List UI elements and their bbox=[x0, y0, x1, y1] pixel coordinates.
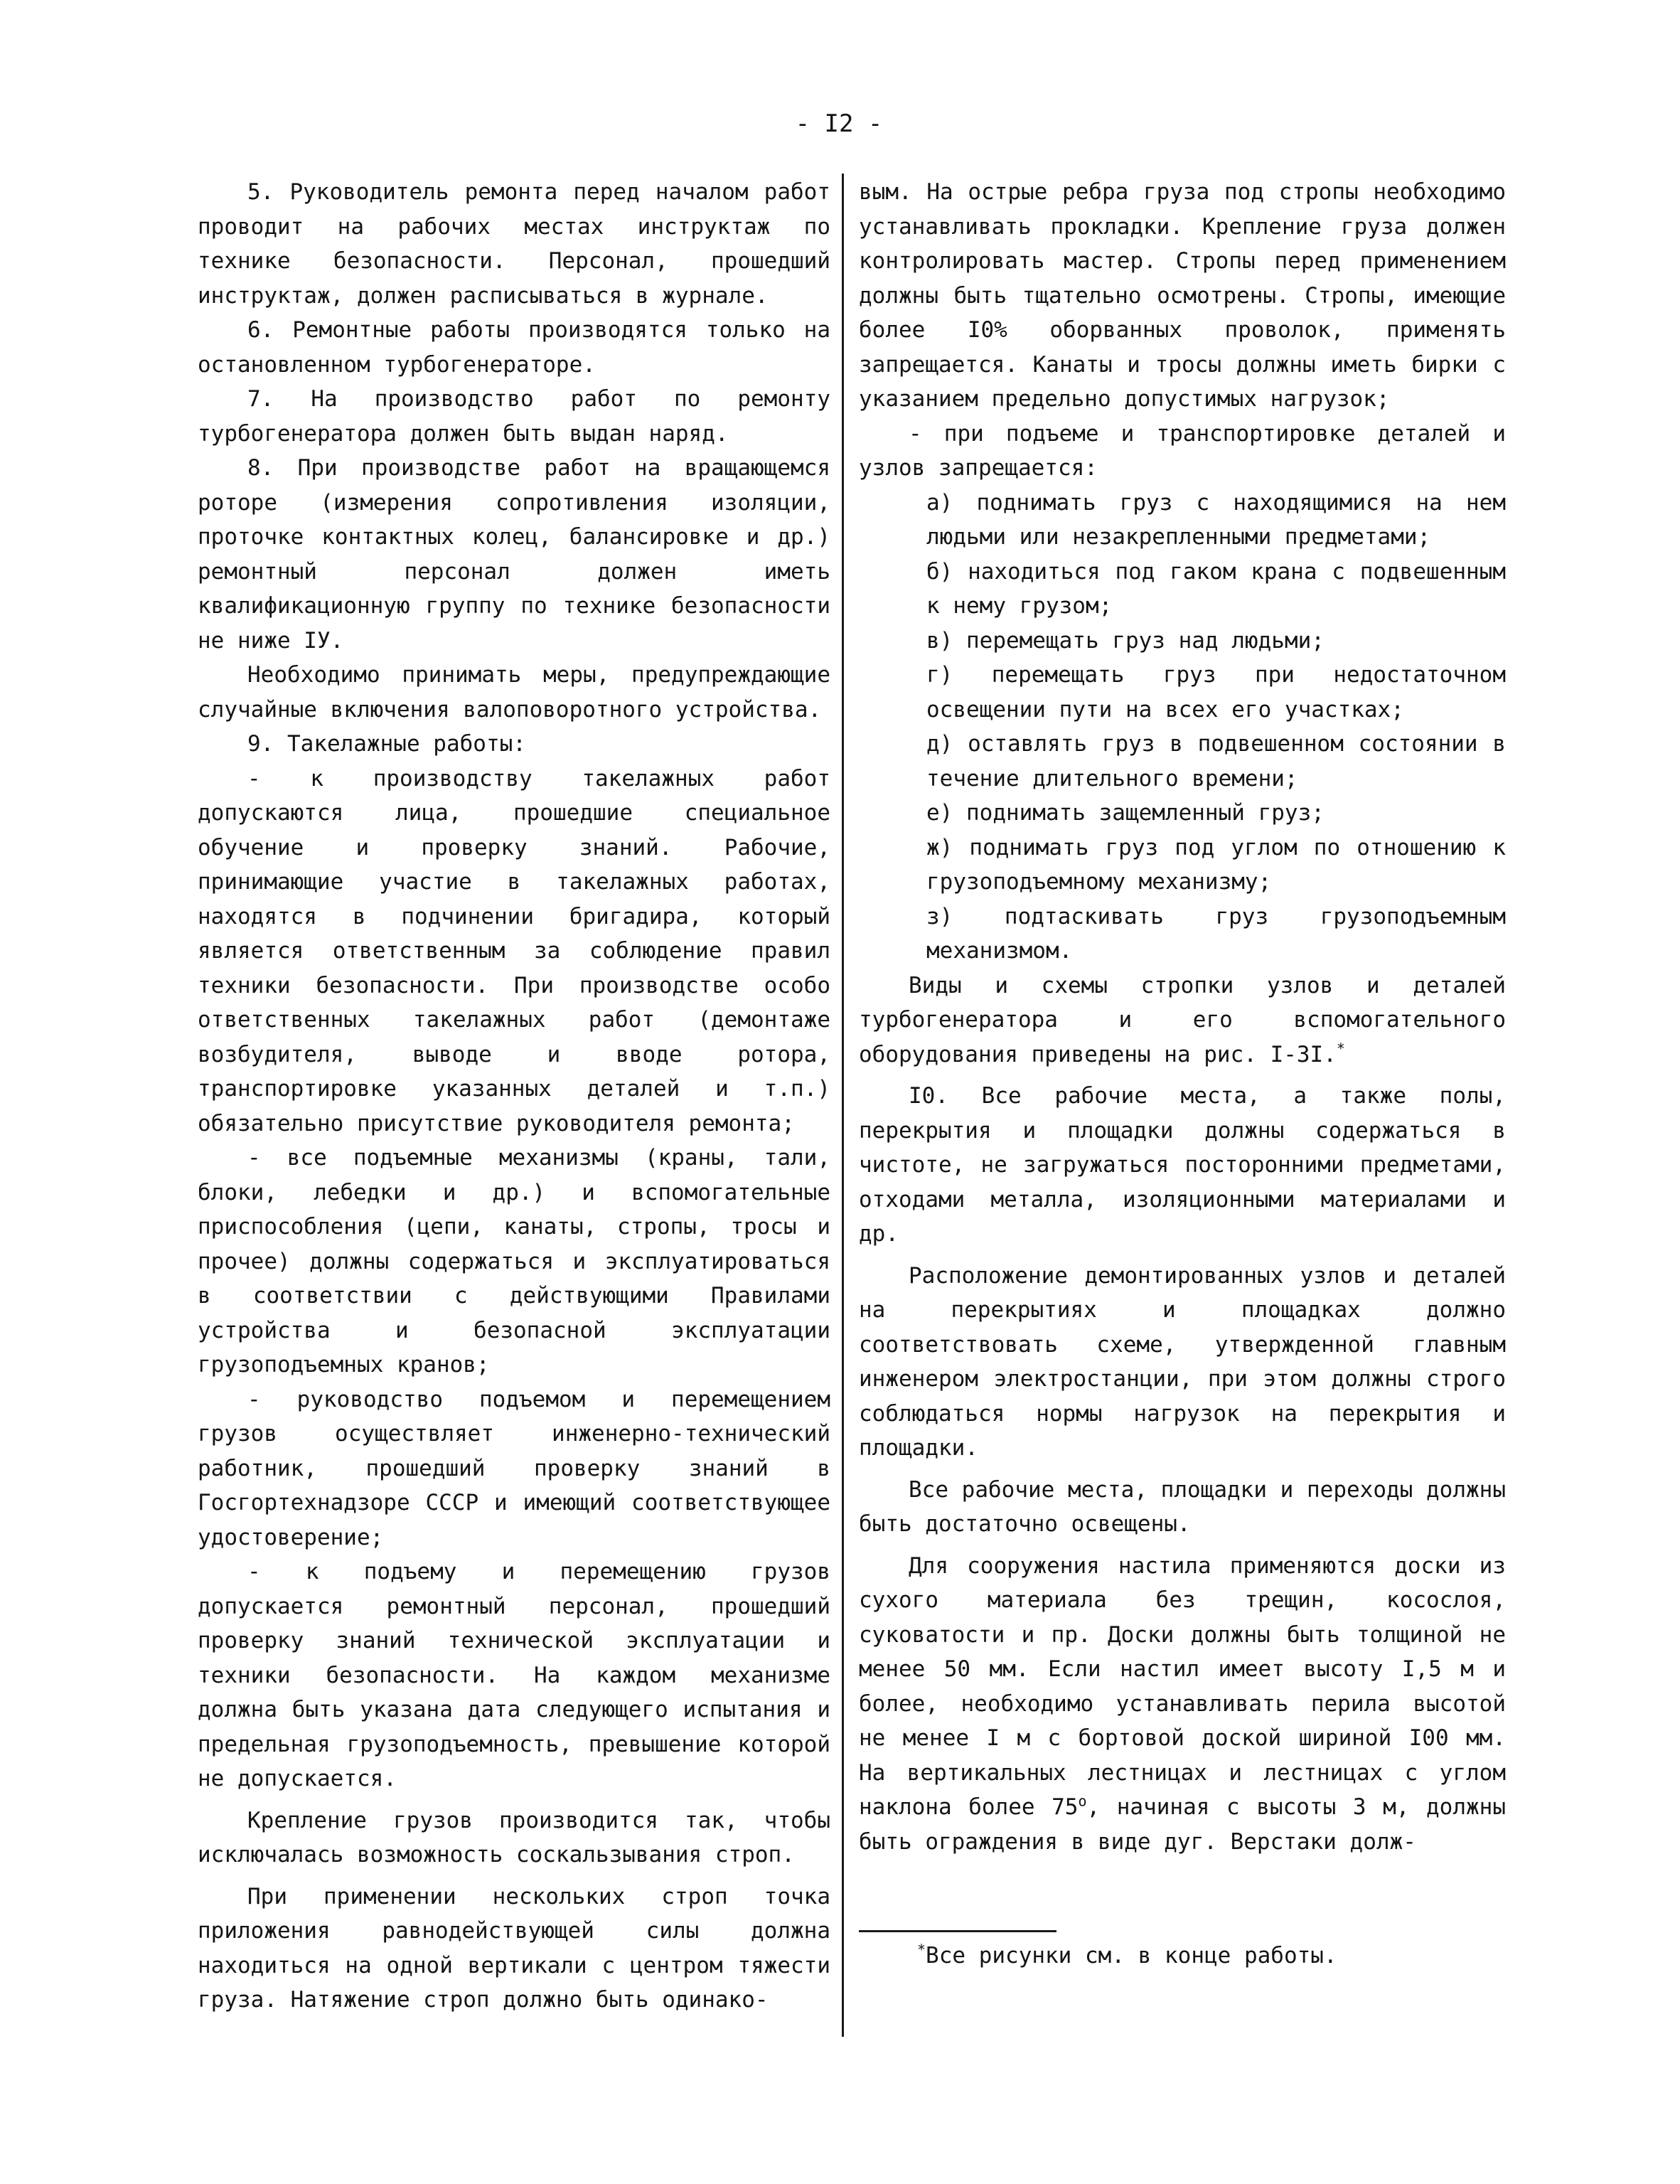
paragraph: Необходимо принимать меры, предупреждающие случайные включения валоповоротного устройства. bbox=[198, 662, 830, 723]
footnote-marker: * bbox=[1336, 1040, 1345, 1058]
paragraph-text-tail: , начиная с высоты 3 м, должны быть ограждения в виде дуг. Верстаки долж- bbox=[859, 1794, 1506, 1855]
footnote bbox=[917, 1939, 1500, 1973]
list-item: г) перемещать груз при недостаточном освещении пути на всех его участках; bbox=[926, 662, 1506, 723]
list-item: - все подъемные механизмы (краны, тали, блоки, лебедки и др.) и вспомогательные приспособления (цепи, канаты, стропы, тросы и прочее) должны содержаться и эксплуатироваться в соответствии с действующими Правилами устройства и безопасной эксплуатации грузоподъемных кранов; bbox=[198, 1145, 830, 1378]
list-item: - руководство подъемом и перемещением грузов осуществляет инженерно-технический работник, прошедший проверку знаний в Госгортехнадзоре СССР и имеющий соответствующее удостоверение; bbox=[198, 1386, 830, 1550]
paragraph: 5. Руководитель ремонта перед началом работ проводит на рабочих местах инструктаж по технике безопасности. Персонал, прошедший инструктаж, должен расписываться в журнале. bbox=[198, 179, 830, 309]
paragraph: При применении нескольких строп точка приложения равнодействующей силы должна находиться на одной вертикали с центром тяжести груза. Натяжение строп должно быть одинако- bbox=[198, 1883, 830, 2013]
paragraph: - при подъеме и транспортировке деталей и узлов запрещается: bbox=[859, 420, 1506, 481]
paragraph: Расположение демонтированных узлов и деталей на перекрытиях и площадках должно соответствовать схеме, утвержденной главным инженером электростанции, при этом должны строго соблюдаться нормы нагрузок на перекрытия и площадки. bbox=[859, 1262, 1506, 1461]
right-column bbox=[859, 175, 1506, 1859]
left-column bbox=[198, 175, 830, 2018]
list-item: а) поднимать груз с находящимися на нем людьми или незакрепленными предметами; bbox=[926, 489, 1506, 550]
list-item: ж) поднимать груз под углом по отношению к грузоподъемному механизму; bbox=[926, 834, 1506, 895]
column-divider bbox=[842, 174, 844, 2037]
paragraph: вым. На острые ребра груза под стропы необходимо устанавливать прокладки. Крепление груза должен контролировать мастер. Стропы перед применением должны быть тщательно осмотрены. Стропы, имеющие более I0% оборванных проволок, применять запрещается. Канаты и тросы должны иметь бирки с указанием предельно допустимых нагрузок; bbox=[859, 179, 1506, 412]
list-item: з) подтаскивать груз грузоподъемным механизмом. bbox=[926, 903, 1506, 964]
paragraph bbox=[859, 969, 1506, 1072]
paragraph-text: Виды и схемы стропки узлов и деталей турбогенератора и его вспомогательного оборудования приведены на рис. I-3I. bbox=[859, 972, 1506, 1067]
footnote-marker: * bbox=[917, 1941, 926, 1959]
list-item: е) поднимать защемленный груз; bbox=[926, 800, 1325, 826]
paragraph-text: Для сооружения настила применяются доски из сухого материала без трещин, косослоя, суковатости и пр. Доски должны быть толщиной не менее 50 мм. Если настил имеет высоту I,5 м и более, необходимо устанавливать перила высотой не менее I м с бортовой доской шириной I00 мм. На вертикальных лестницах и лестницах с углом наклона более 75 bbox=[859, 1552, 1506, 1820]
page-number: - I2 - bbox=[795, 110, 883, 138]
list-item: б) находиться под гаком крана с подвешенным к нему грузом; bbox=[926, 558, 1506, 619]
paragraph: Все рабочие места, площадки и переходы должны быть достаточно освещены. bbox=[859, 1476, 1506, 1537]
paragraph: I0. Все рабочие места, а также полы, перекрытия и площадки должны содержаться в чистоте, не загружаться посторонними предметами, отходами металла, изоляционными материалами и др. bbox=[859, 1083, 1506, 1247]
list-item: д) оставлять груз в подвешенном состоянии в течение длительного времени; bbox=[926, 731, 1506, 792]
paragraph: 8. При производстве работ на вращающемся роторе (измерения сопротивления изоляции, проточке контактных колец, балансировке и др.) ремонтный персонал должен иметь квалификационную группу по технике безопасности не ниже IУ. bbox=[198, 455, 830, 654]
degree-sign: o bbox=[1078, 1792, 1087, 1810]
footnote-rule bbox=[859, 1930, 1056, 1932]
paragraph: 9. Такелажные работы: bbox=[247, 731, 526, 757]
footnote-text: Все рисунки см. в конце работы. bbox=[926, 1943, 1337, 1969]
list-item: - к производству такелажных работ допускаются лица, прошедшие специальное обучение и проверку знаний. Рабочие, принимающие участие в такелажных работах, находятся в подчинении бригадира, который является ответственным за соблюдение правил техники безопасности. При производстве особо ответственных такелажных работ (демонтаже возбудителя, выводе и вводе ротора, транспортировке указанных деталей и т.п.) обязательно присутствие руководителя ремонта; bbox=[198, 765, 830, 1136]
paragraph: 7. На производство работ по ремонту турбогенератора должен быть выдан наряд. bbox=[198, 386, 830, 447]
paragraph: 6. Ремонтные работы производятся только на остановленном турбогенераторе. bbox=[198, 317, 830, 378]
list-item: - к подъему и перемещению грузов допускается ремонтный персонал, прошедший проверку знаний технической эксплуатации и техники безопасности. На каждом механизме должна быть указана дата следующего испытания и предельная грузоподъемность, превышение которой не допускается. bbox=[198, 1559, 830, 1791]
list-item: в) перемещать груз над людьми; bbox=[926, 627, 1325, 654]
paragraph bbox=[859, 1549, 1506, 1860]
paragraph: Крепление грузов производится так, чтобы исключалась возможность соскальзывания строп. bbox=[198, 1807, 830, 1868]
